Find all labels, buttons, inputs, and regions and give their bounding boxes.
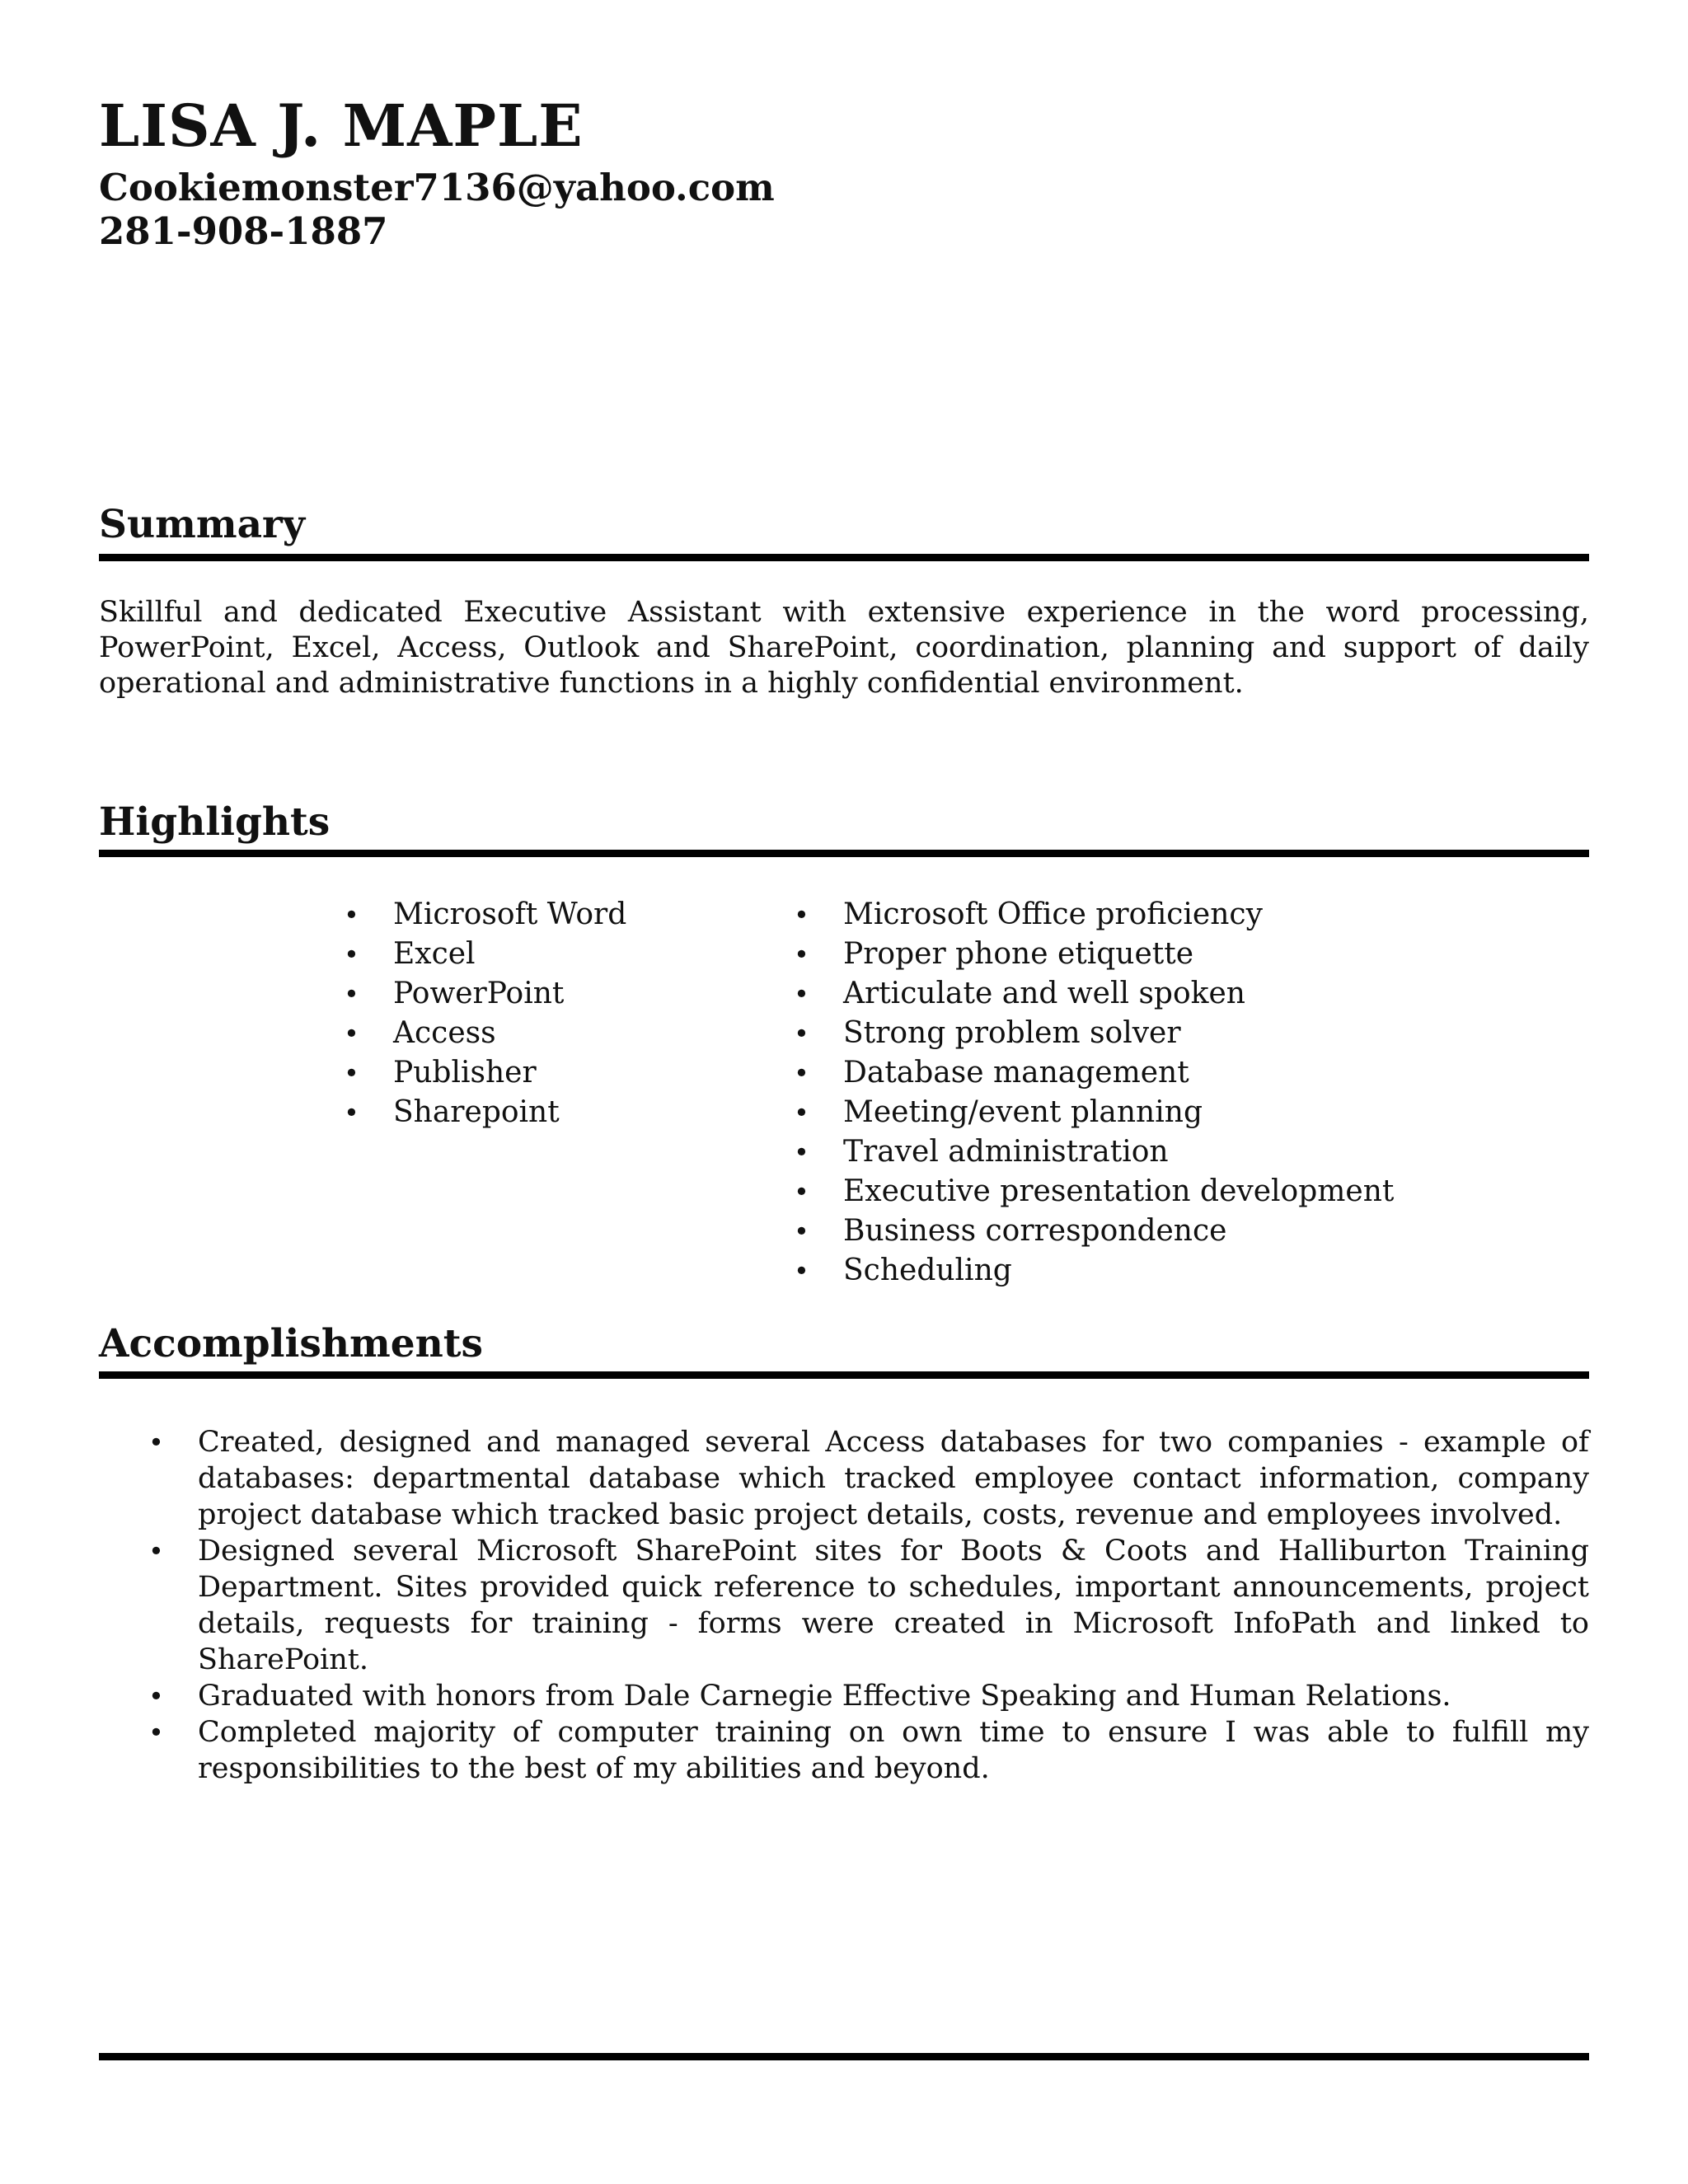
- summary-divider: [99, 554, 1589, 561]
- list-item-text: Microsoft Office proficiency: [843, 898, 1263, 931]
- list-item-text: Scheduling: [843, 1254, 1012, 1287]
- bullet-icon: •: [148, 1535, 164, 1567]
- list-item: [344, 1014, 626, 1053]
- summary-text: Skillful and dedicated Executive Assistant with extensive experience in the word processing, PowerPoint, Excel, Access, Outlook and SharePoint, coordination, planning and support of daily operational and administrative functions in a highly confidential environment.: [99, 596, 1589, 700]
- bullet-icon: •: [344, 939, 359, 970]
- list-item-text: Completed majority of computer training on own time to ensure I was able to fulfill my responsibilities to the best of my abilities and beyond.: [198, 1716, 1589, 1785]
- list-item-text: Graduated with honors from Dale Carnegie Effective Speaking and Human Relations.: [198, 1680, 1451, 1713]
- list-item: [794, 1251, 1394, 1291]
- list-item: [148, 1714, 1589, 1787]
- list-item: [794, 1093, 1394, 1132]
- bullet-icon: •: [344, 1018, 359, 1049]
- bullet-icon: •: [148, 1717, 164, 1748]
- list-item-text: Created, designed and managed several Access databases for two companies - example of databases: departmental database which tracked employee contact information, company project database which tracked basic project details, costs, revenue and employees involved.: [198, 1426, 1589, 1531]
- bullet-icon: •: [794, 1255, 809, 1286]
- list-item-text: Database management: [843, 1056, 1189, 1090]
- list-item: [148, 1424, 1589, 1533]
- list-item-text: Designed several Microsoft SharePoint sites for Boots & Coots and Halliburton Training Department. Sites provided quick reference to schedules, important announcements, project details, requests for training - forms were created in Microsoft InfoPath and linked to SharePoint.: [198, 1535, 1589, 1676]
- list-item: [344, 935, 626, 974]
- bullet-icon: •: [794, 1176, 809, 1207]
- candidate-name: LISA J. MAPLE: [99, 91, 584, 160]
- list-item: [344, 974, 626, 1014]
- bullet-icon: •: [794, 1216, 809, 1247]
- list-item-text: Access: [393, 1016, 496, 1050]
- list-item-text: Proper phone etiquette: [843, 937, 1194, 971]
- bullet-icon: •: [794, 1018, 809, 1049]
- bullet-icon: •: [344, 1057, 359, 1089]
- bullet-icon: •: [794, 939, 809, 970]
- bullet-icon: •: [794, 978, 809, 1010]
- list-item: [344, 1093, 626, 1132]
- list-item-text: Strong problem solver: [843, 1016, 1181, 1050]
- list-item-text: Articulate and well spoken: [843, 977, 1245, 1010]
- list-item-text: Executive presentation development: [843, 1174, 1395, 1208]
- accomplishments-divider: [99, 1371, 1589, 1379]
- bullet-icon: •: [794, 1057, 809, 1089]
- email-address: Cookiemonster7136@yahoo.com: [99, 166, 775, 209]
- bullet-icon: •: [344, 978, 359, 1010]
- bullet-icon: •: [794, 1097, 809, 1128]
- list-item: [794, 1014, 1394, 1053]
- list-item-text: Travel administration: [843, 1135, 1169, 1169]
- bullet-icon: •: [344, 1097, 359, 1128]
- list-item: [344, 895, 627, 935]
- bullet-icon: •: [794, 1137, 809, 1168]
- list-item: [344, 1053, 626, 1093]
- list-item: [148, 1533, 1589, 1678]
- summary-heading: Summary: [99, 502, 306, 547]
- phone-number: 281-908-1887: [99, 209, 388, 253]
- highlights-divider: [99, 850, 1589, 857]
- highlights-list-right: [794, 895, 1395, 1291]
- accomplishments-list: [148, 1424, 1589, 1787]
- resume-page: [99, 0, 1589, 2184]
- list-item-text: Sharepoint: [393, 1095, 560, 1129]
- list-item: [148, 1678, 1589, 1714]
- list-item: [794, 974, 1394, 1014]
- list-item-text: PowerPoint: [393, 977, 565, 1010]
- list-item-text: Business correspondence: [843, 1214, 1227, 1248]
- list-item-text: Meeting/event planning: [843, 1095, 1203, 1129]
- highlights-heading: Highlights: [99, 799, 331, 845]
- list-item-text: Excel: [393, 937, 476, 971]
- list-item: [794, 1172, 1395, 1212]
- list-item: [794, 895, 1394, 935]
- list-item: [794, 1053, 1394, 1093]
- footer-divider: [99, 2053, 1589, 2060]
- bullet-icon: •: [148, 1427, 164, 1458]
- list-item-text: Microsoft Word: [393, 898, 627, 931]
- list-item-text: Publisher: [393, 1056, 537, 1090]
- bullet-icon: •: [148, 1680, 164, 1712]
- list-item: [794, 1132, 1394, 1172]
- bullet-icon: •: [344, 899, 359, 930]
- accomplishments-heading: Accomplishments: [99, 1321, 483, 1366]
- list-item: [794, 935, 1394, 974]
- bullet-icon: •: [794, 899, 809, 930]
- list-item: [794, 1212, 1394, 1251]
- highlights-list-left: [344, 895, 627, 1132]
